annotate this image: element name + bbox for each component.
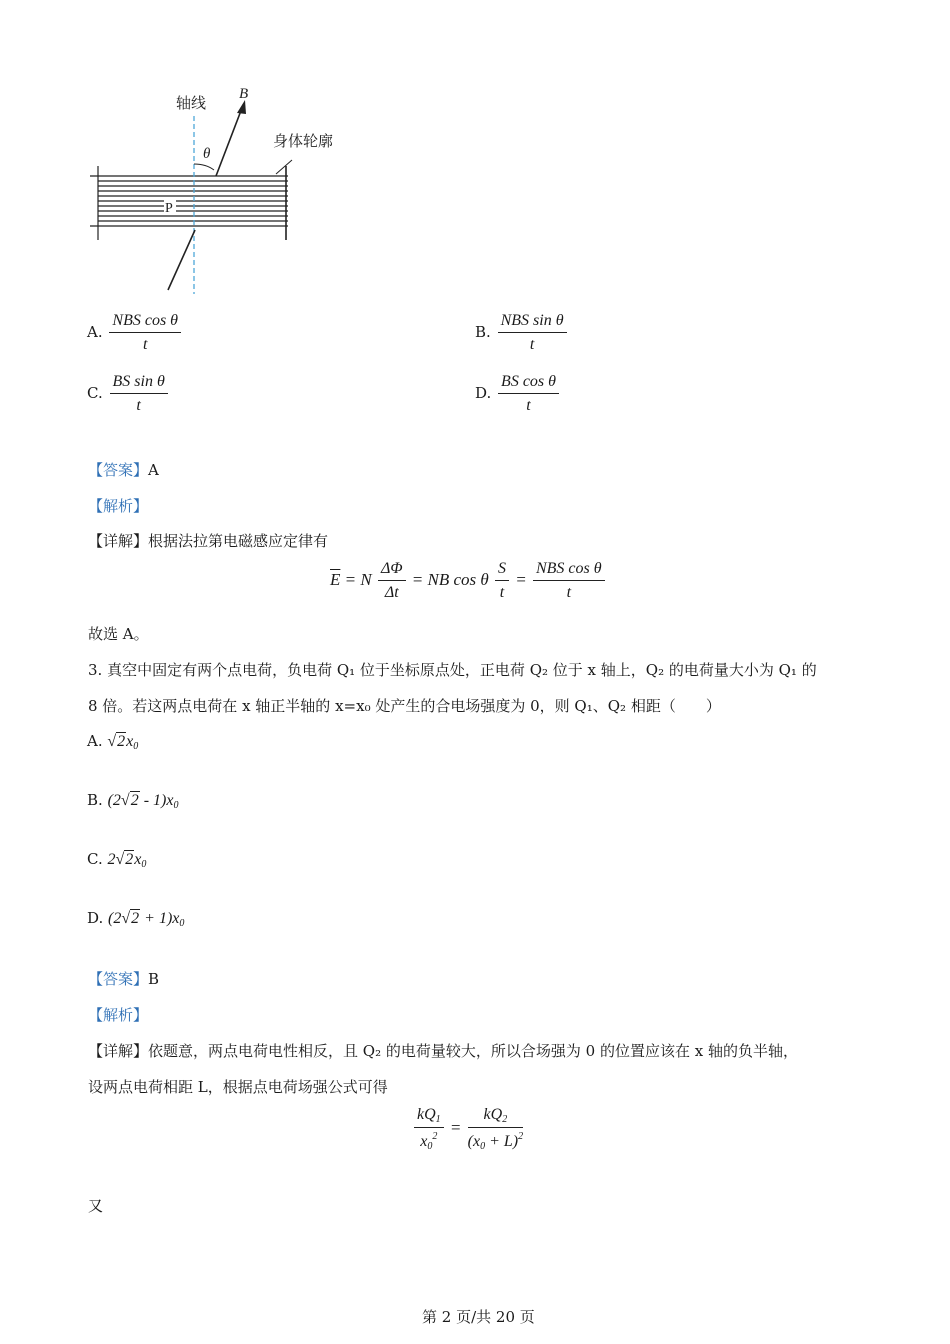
formula-sub: 1 bbox=[435, 1114, 441, 1125]
expr-pre: 2 bbox=[107, 851, 116, 868]
option-letter: B. bbox=[475, 323, 491, 341]
expr-sub: 0 bbox=[141, 859, 147, 870]
theta-arc bbox=[194, 164, 214, 170]
formula-part: = bbox=[449, 1117, 462, 1137]
expr-pre: (2 bbox=[107, 792, 121, 809]
formula-sub: 2 bbox=[502, 1114, 508, 1125]
q2-option-a bbox=[87, 312, 183, 354]
b-arrow-head bbox=[237, 100, 246, 114]
q3-detail-line2: 设两点电荷相距 L，根据点电荷场强公式可得 bbox=[88, 1078, 388, 1096]
formula-sup: 2 bbox=[432, 1131, 438, 1142]
formula-part: = NB cos θ bbox=[411, 569, 489, 589]
q2-analysis-tag: 【解析】 bbox=[88, 497, 149, 515]
formula-sup: 2 bbox=[518, 1131, 524, 1142]
formula-num: S bbox=[495, 560, 509, 581]
q3-detail bbox=[88, 1040, 798, 1061]
q2-formula bbox=[330, 560, 607, 602]
expr-radicand: 2 bbox=[125, 851, 134, 868]
b-vector-line bbox=[216, 108, 242, 176]
q3-option-b: B. $(2√2 - 1)x_0$ bbox=[87, 791, 179, 811]
emf-symbol: $\overline{E}$ bbox=[330, 569, 341, 589]
option-denominator: t bbox=[136, 397, 141, 414]
answer-value: B bbox=[148, 970, 160, 988]
q3-option-a: A. $√2x_0$ bbox=[87, 732, 139, 752]
q2-answer bbox=[88, 459, 159, 480]
option-letter: D. bbox=[475, 384, 492, 402]
q2-option-b bbox=[475, 312, 569, 354]
q3-tail: 又 bbox=[88, 1197, 104, 1215]
formula-den: x bbox=[420, 1133, 428, 1150]
body-label-leader bbox=[276, 160, 292, 174]
coil-figure bbox=[80, 80, 380, 300]
q3-analysis-tag: 【解析】 bbox=[88, 1006, 149, 1024]
formula-den: + L) bbox=[485, 1133, 519, 1150]
detail-text: 根据法拉第电磁感应定律有 bbox=[148, 532, 329, 550]
coil-lines bbox=[90, 176, 288, 226]
formula-num: kQ bbox=[483, 1106, 503, 1123]
p-label: P bbox=[165, 201, 173, 216]
body-label: 身体轮廓 bbox=[273, 132, 334, 150]
formula-num: ΔΦ bbox=[378, 560, 406, 581]
answer-tag: 【答案】 bbox=[88, 461, 149, 479]
option-numerator: NBS sin θ bbox=[498, 312, 567, 333]
answer-value: A bbox=[148, 461, 159, 479]
formula-den: Δt bbox=[384, 584, 399, 601]
expr-sub: 0 bbox=[173, 800, 179, 811]
q3-stem-line1: 3. 真空中固定有两个点电荷，负电荷 Q₁ 位于坐标原点处，正电荷 Q₂ 位于 x 轴上，Q₂ 的电荷量大小为 Q₁ 的 bbox=[88, 661, 817, 679]
expr-post: x bbox=[134, 851, 142, 868]
b-label: B bbox=[239, 86, 249, 102]
axis-label: 轴线 bbox=[176, 94, 207, 112]
formula-den: t bbox=[566, 584, 572, 601]
expr-post: - 1)x bbox=[139, 792, 174, 809]
formula-part: = N bbox=[344, 569, 372, 589]
q2-conclusion: 故选 A。 bbox=[88, 625, 149, 643]
expr-pre: (2 bbox=[108, 910, 122, 927]
option-letter: B. bbox=[87, 791, 103, 809]
option-letter: C. bbox=[87, 850, 103, 868]
option-denominator: t bbox=[529, 336, 535, 353]
expr-post: x bbox=[126, 733, 134, 750]
theta-label: θ bbox=[203, 146, 211, 162]
option-letter: A. bbox=[87, 732, 103, 750]
q2-detail bbox=[88, 530, 328, 551]
b-vector-tail bbox=[168, 230, 195, 290]
detail-tag: 【详解】 bbox=[88, 532, 149, 550]
expr-radicand: 2 bbox=[131, 910, 140, 927]
detail-tag: 【详解】 bbox=[88, 1042, 149, 1060]
option-denominator: t bbox=[526, 397, 531, 414]
option-letter: C. bbox=[87, 384, 103, 402]
option-numerator: BS sin θ bbox=[110, 373, 168, 394]
q3-stem-line2: 8 倍。若这两点电荷在 x 轴正半轴的 x=x₀ 处产生的合电场强度为 0，则 Q₁、Q₂ 相距（ ） bbox=[88, 697, 721, 715]
answer-tag: 【答案】 bbox=[88, 970, 149, 988]
expr-radicand: 2 bbox=[117, 733, 126, 750]
q2-option-d bbox=[475, 373, 561, 415]
detail-text: 依题意，两点电荷电性相反，且 Q₂ 的电荷量较大，所以合场强为 0 的位置应该在 x 轴的负半轴， bbox=[148, 1042, 798, 1060]
formula-sub: 0 bbox=[427, 1141, 433, 1152]
page-number: 第 2 页/共 20 页 bbox=[422, 1308, 535, 1326]
q3-option-d: D. $(2√2 + 1)x_0$ bbox=[87, 909, 185, 929]
expr-sub: 0 bbox=[133, 741, 139, 752]
formula-den: (x bbox=[467, 1133, 481, 1150]
option-letter: D. bbox=[87, 909, 104, 927]
formula-sub: 0 bbox=[480, 1141, 486, 1152]
option-numerator: BS cos θ bbox=[498, 373, 559, 394]
formula-num: NBS cos θ bbox=[533, 560, 605, 581]
q3-option-c: C. $2√2x_0$ bbox=[87, 850, 147, 870]
q3-formula bbox=[412, 1106, 525, 1152]
expr-post: + 1)x bbox=[140, 910, 180, 927]
q3-answer bbox=[88, 968, 159, 989]
expr-sub: 0 bbox=[179, 918, 185, 929]
formula-num: kQ bbox=[417, 1106, 436, 1123]
option-numerator: NBS cos θ bbox=[109, 312, 181, 333]
option-denominator: t bbox=[142, 336, 148, 353]
option-letter: A. bbox=[87, 323, 103, 341]
expr-radicand: 2 bbox=[130, 792, 139, 809]
q2-option-c bbox=[87, 373, 170, 415]
formula-den: t bbox=[499, 584, 505, 601]
formula-part: = bbox=[515, 569, 527, 589]
